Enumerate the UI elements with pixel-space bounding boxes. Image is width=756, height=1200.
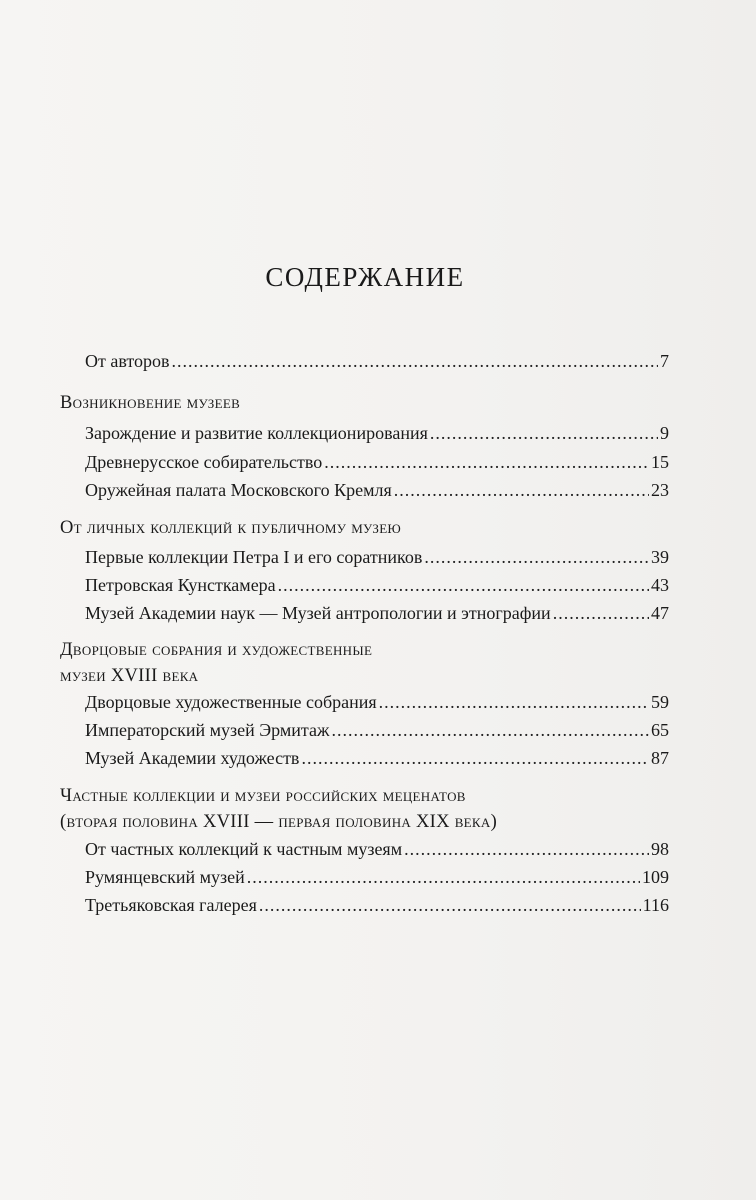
toc-entry: [85, 573, 669, 597]
toc-entry-title: Первые коллекции Петра I и его соратников: [85, 547, 423, 567]
dot-leader: [394, 478, 649, 502]
dot-leader: [379, 690, 649, 714]
toc-entry-page: 116: [642, 895, 669, 915]
toc-entry-title: От авторов: [85, 351, 170, 371]
toc-entry-page: 43: [651, 575, 669, 595]
toc-entry: [85, 450, 669, 474]
toc-entry-page: 7: [660, 351, 669, 371]
toc-entry-title: Музей Академии художеств: [85, 748, 300, 768]
toc-section-heading: [60, 390, 668, 416]
section-heading-line: музеи XVIII века: [60, 666, 199, 686]
toc-section-heading: [60, 637, 668, 689]
toc-section-heading: [60, 783, 668, 835]
dot-leader: [324, 450, 649, 474]
toc-entry: [85, 601, 669, 625]
toc-entry-title: Петровская Кунсткамера: [85, 575, 276, 595]
dot-leader: [424, 545, 649, 569]
toc-entry-title: Музей Академии наук — Музей антропологии и этнографии: [85, 603, 551, 623]
toc-entry: [85, 718, 669, 742]
toc-entry-title: Императорский музей Эрмитаж: [85, 720, 330, 740]
toc-entry-title: От частных коллекций к частным музеям: [85, 839, 403, 859]
dot-leader: [553, 601, 649, 625]
toc-entry: [85, 746, 669, 770]
dot-leader: [172, 349, 658, 373]
toc-entry-page: 98: [651, 839, 669, 859]
toc-entry: [85, 545, 669, 569]
toc-entry-title: Зарождение и развитие коллекционирования: [85, 423, 428, 443]
dot-leader: [331, 718, 649, 742]
toc-entry: [85, 690, 669, 714]
toc-entry-title: Дворцовые художественные собрания: [85, 692, 377, 712]
toc-entry-title: Третьяковская галерея: [85, 895, 257, 915]
page-title: СОДЕРЖАНИЕ: [265, 262, 465, 292]
toc-entry-page: 109: [642, 867, 669, 887]
dot-leader: [430, 421, 658, 445]
section-heading-line: (вторая половина XVIII — первая половина XIX века): [60, 812, 498, 832]
toc-entry: [85, 865, 669, 889]
toc-entry-page: 15: [651, 452, 669, 472]
toc-entry: [85, 893, 669, 917]
dot-leader: [404, 837, 649, 861]
toc-entry-page: 87: [651, 748, 669, 768]
toc-entry: [85, 478, 669, 502]
toc-entry-title: Румянцевский музей: [85, 867, 245, 887]
toc-section-heading: [60, 515, 668, 541]
dot-leader: [259, 893, 641, 917]
section-heading-line: От личных коллекций к публичному музею: [60, 518, 402, 538]
dot-leader: [301, 746, 649, 770]
toc-entry-title: Древнерусское собирательство: [85, 452, 323, 472]
toc-entry: [85, 837, 669, 861]
section-heading-line: Дворцовые собрания и художественные: [60, 640, 373, 660]
section-heading-line: Возникновение музеев: [60, 393, 241, 413]
toc-entry: [85, 421, 669, 445]
toc-entry-intro: [85, 349, 669, 373]
toc-entry-page: 9: [660, 423, 669, 443]
toc-entry-page: 65: [651, 720, 669, 740]
toc-entry-page: 47: [651, 603, 669, 623]
dot-leader: [278, 573, 649, 597]
toc-entry-page: 59: [651, 692, 669, 712]
toc-entry-page: 23: [651, 480, 669, 500]
section-heading-line: Частные коллекции и музеи российских меценатов: [60, 786, 466, 806]
toc-entry-title: Оружейная палата Московского Кремля: [85, 480, 392, 500]
toc-entry-page: 39: [651, 547, 669, 567]
dot-leader: [247, 865, 640, 889]
